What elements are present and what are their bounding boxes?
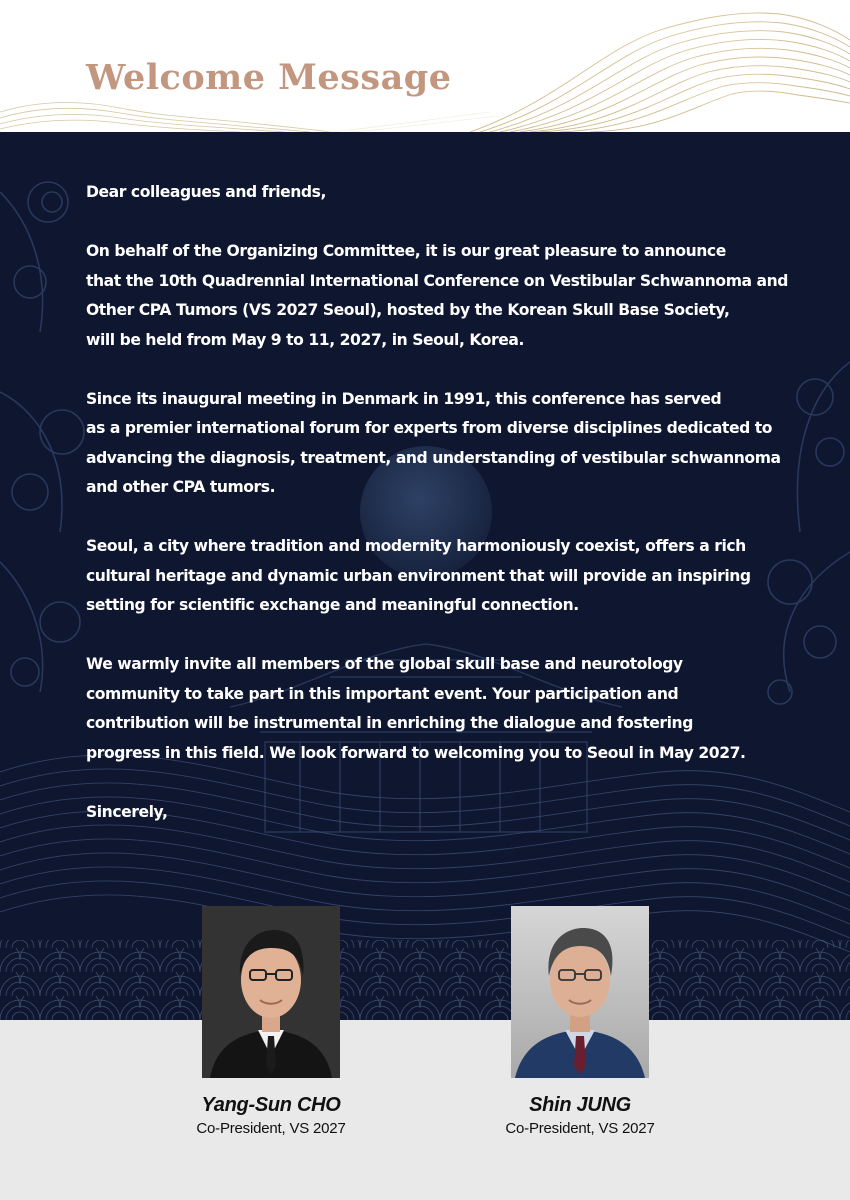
letter-line: that the 10th Quadrennial International Conference on Vestibular Schwannoma and <box>86 271 788 290</box>
letter-paragraph <box>86 532 786 621</box>
welcome-letter <box>86 178 786 857</box>
letter-line: contribution will be instrumental in enriching the dialogue and fostering <box>86 714 693 732</box>
letter-paragraph <box>86 237 786 355</box>
signatory-name: Yang-Sun CHO <box>201 1094 341 1116</box>
left-blossom-branches <box>0 182 84 692</box>
letter-line: Seoul, a city where tradition and modernity harmoniously coexist, offers a rich <box>86 537 746 555</box>
portrait-photo <box>202 906 340 1078</box>
letter-closing: Sincerely, <box>86 802 168 821</box>
welcome-letter-panel <box>0 132 850 1020</box>
letter-line: and other CPA tumors. <box>86 478 276 496</box>
letter-line: progress in this field. We look forward to welcoming you to Seoul in May 2027. <box>86 743 746 762</box>
letter-line: Since its inaugural meeting in Denmark in 1991, this conference has served <box>86 389 722 408</box>
letter-line: cultural heritage and dynamic urban environment that will provide an inspiring <box>86 566 751 585</box>
letter-greeting: Dear colleagues and friends, <box>86 183 326 201</box>
letter-line: as a premier international forum for experts from diverse disciplines dedicated to <box>86 419 773 437</box>
letter-line: We warmly invite all members of the global skull base and neurotology <box>86 655 683 673</box>
letter-line: Other CPA Tumors (VS 2027 Seoul), hosted by the Korean Skull Base Society, <box>86 301 730 319</box>
signatories <box>0 906 850 1200</box>
page-title: Welcome Message <box>86 57 452 98</box>
letter-line: setting for scientific exchange and meaningful connection. <box>86 596 579 614</box>
letter-paragraph <box>86 650 786 768</box>
signatory-cho <box>151 906 391 1137</box>
header-band <box>0 0 850 132</box>
letter-line: community to take part in this important event. Your participation and <box>86 684 679 703</box>
portrait-photo <box>511 906 649 1078</box>
signatory-role: Co-President, VS 2027 <box>505 1120 655 1137</box>
letter-line: advancing the diagnosis, treatment, and understanding of vestibular schwannoma <box>86 448 781 467</box>
letter-line: will be held from May 9 to 11, 2027, in Seoul, Korea. <box>86 330 524 349</box>
signatory-name: Shin JUNG <box>529 1094 631 1116</box>
letter-paragraph <box>86 385 786 503</box>
letter-line: On behalf of the Organizing Committee, it is our great pleasure to announce <box>86 242 726 260</box>
signatory-role: Co-President, VS 2027 <box>196 1120 346 1137</box>
signatory-jung <box>460 906 700 1137</box>
